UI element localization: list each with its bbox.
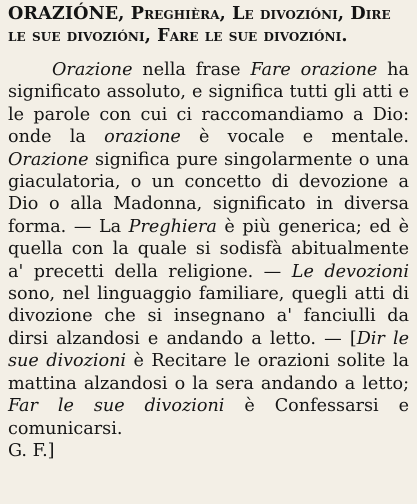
body-text: significa pure singolarmente o una giaculatoria, o un concetto di devozione a Dio o alla Madonna, significato in diversa forma. — La <box>8 149 409 237</box>
author-signature: G. F.] <box>8 440 55 461</box>
headword: ORAZIÓNE <box>8 3 119 24</box>
term-italic: Fare orazione <box>250 60 378 80</box>
body-text: ha significato assoluto, e significa tutti gli atti e le parole con cui ci raccomandiamo a Dio: onde la <box>8 60 409 148</box>
term-italic: Orazione <box>52 60 133 80</box>
body-text: è più generica; ed è quella con la quale si sodisfà abitualmente a' precetti della religione. — <box>8 216 409 282</box>
term-italic: Preghiera <box>128 216 217 237</box>
body-text: è Recitare le orazioni solite la mattina alzandosi o la sera andando a letto; <box>8 351 409 394</box>
term-italic: Orazione <box>8 149 89 170</box>
body-text: sono, nel linguaggio familiare, quegli atti di divozione che si insegnano a' fanciulli da dirsi alzandosi e andando a letto. — [ <box>8 284 409 349</box>
term-italic: Dir le sue divozioni <box>8 328 409 372</box>
body-text: nella frase <box>132 60 251 80</box>
term-italic: orazione <box>104 127 181 148</box>
term-italic: Far le sue divozioni <box>8 396 225 417</box>
term-italic: Le devozioni <box>291 261 409 282</box>
entry-body <box>8 59 409 462</box>
body-text: è Confessarsi e comunicarsi. <box>8 396 409 439</box>
synonym-list: , Preghièra, Le divozióni, Dire le sue divozióni, Fare le sue divozióni. <box>8 3 391 46</box>
entry-heading <box>8 3 409 47</box>
body-text: è vocale e mentale. <box>180 127 409 148</box>
